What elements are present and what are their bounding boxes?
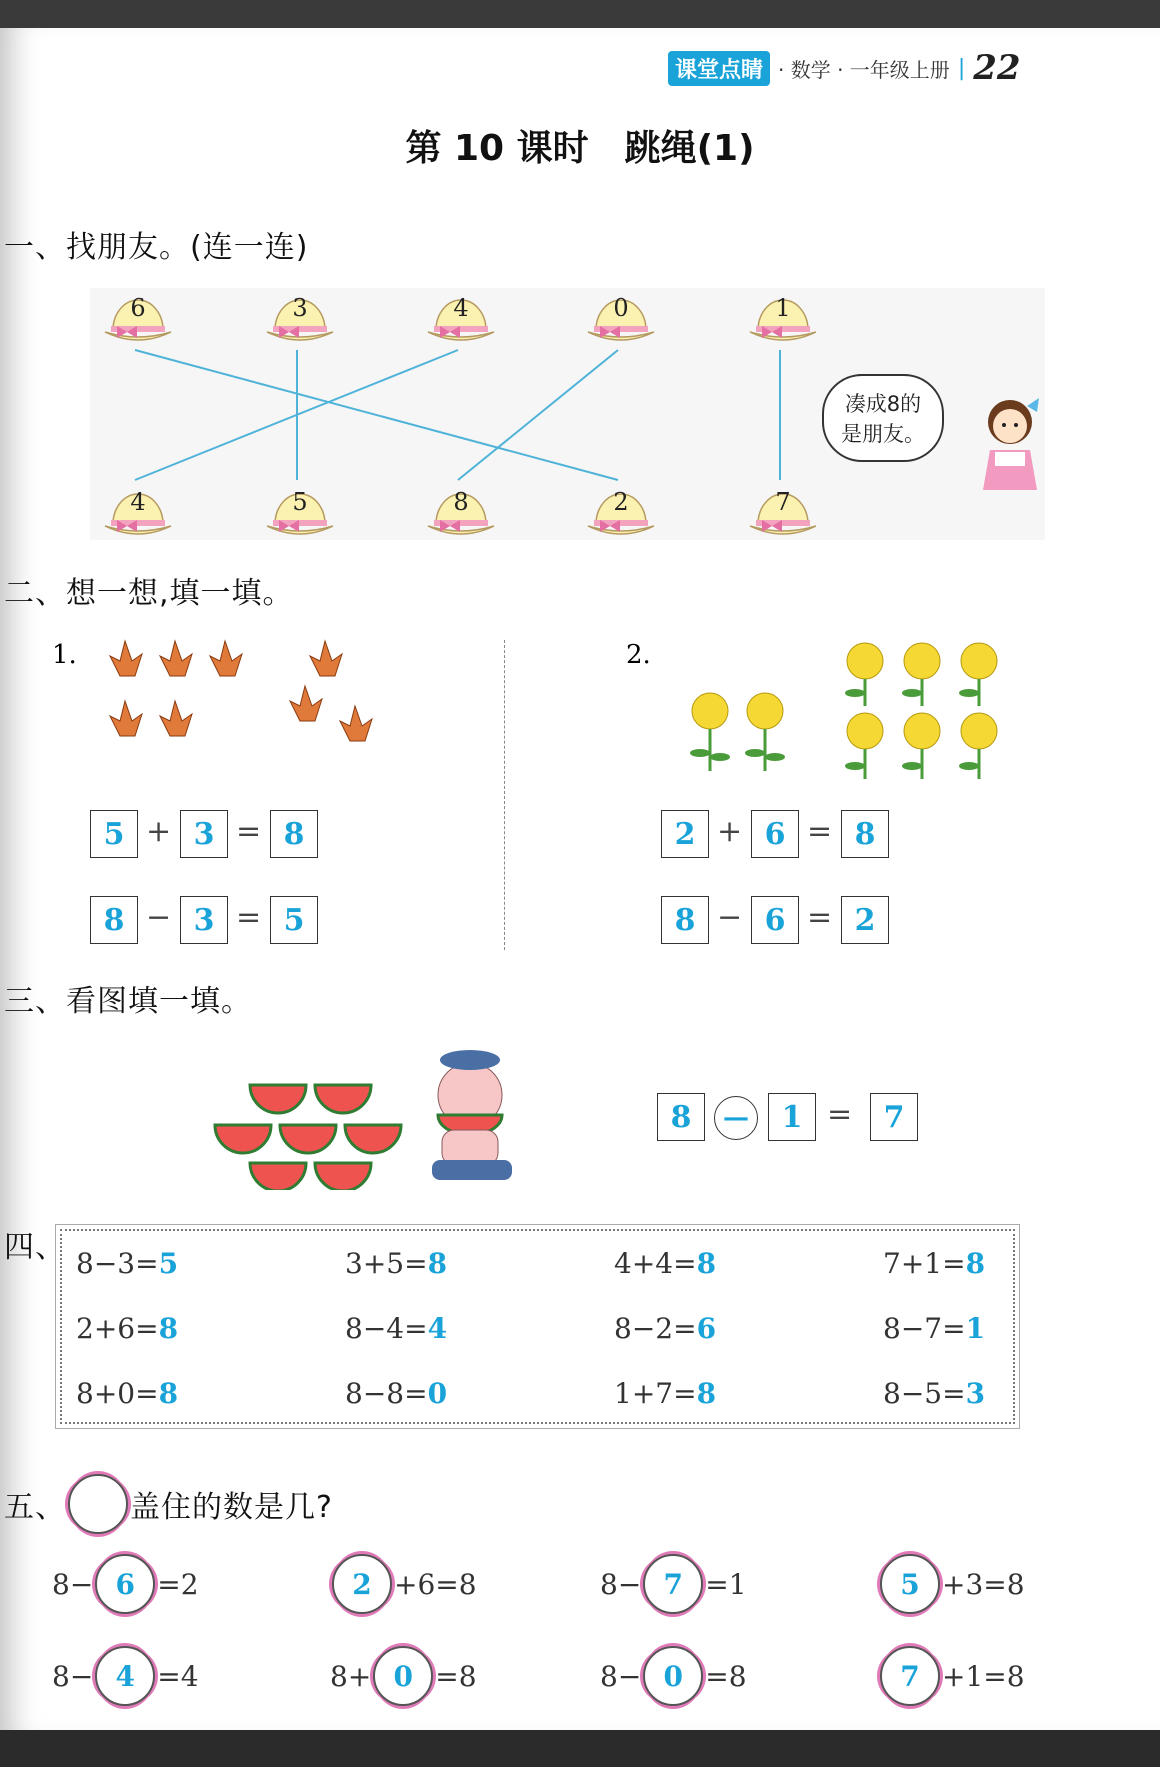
calc-item xyxy=(614,1247,716,1280)
hat-label: 3 xyxy=(292,294,308,322)
equals-sign: = xyxy=(236,814,262,849)
match-line-6-2 xyxy=(135,350,618,480)
calc-item xyxy=(614,1377,716,1410)
expr-suffix: +1=8 xyxy=(942,1659,1025,1693)
expr-suffix: =8 xyxy=(705,1659,747,1693)
calc-question: 4+4= xyxy=(614,1247,697,1280)
section1-title: 一、找朋友。(连一连) xyxy=(4,230,309,265)
flower-answer[interactable]: 7 xyxy=(880,1646,940,1706)
hat-label: 2 xyxy=(613,488,629,516)
expr-prefix: 8+ xyxy=(330,1659,372,1693)
hat-label: 5 xyxy=(292,488,308,516)
calc-item xyxy=(345,1377,447,1410)
calc-answer[interactable]: 0 xyxy=(427,1377,448,1410)
header-divider: | xyxy=(957,55,966,81)
operator: − xyxy=(146,900,172,935)
flower-answer[interactable]: 0 xyxy=(643,1646,703,1706)
expr-suffix: =2 xyxy=(157,1567,199,1601)
operator: + xyxy=(146,814,172,849)
calc-item xyxy=(76,1312,178,1345)
flower-icon xyxy=(68,1474,128,1534)
operator: + xyxy=(717,814,743,849)
calc-answer[interactable]: 8 xyxy=(158,1312,179,1345)
calc-answer[interactable]: 8 xyxy=(696,1377,717,1410)
answer-box[interactable]: 3 xyxy=(180,810,228,858)
hat-number[interactable] xyxy=(426,484,496,540)
answer-box[interactable]: 3 xyxy=(180,896,228,944)
flower-answer[interactable]: 2 xyxy=(332,1554,392,1614)
hat-number[interactable] xyxy=(265,290,335,346)
calc-answer[interactable]: 8 xyxy=(696,1247,717,1280)
calc-question: 8−8= xyxy=(345,1377,428,1410)
answer-box[interactable]: 2 xyxy=(661,810,709,858)
calc-question: 7+1= xyxy=(883,1247,966,1280)
answer-box[interactable]: 8 xyxy=(841,810,889,858)
answer-box[interactable]: 7 xyxy=(870,1093,918,1141)
hat-label: 1 xyxy=(775,294,791,322)
section5-title xyxy=(4,1474,333,1534)
watermelon-pig-illustration xyxy=(210,1045,550,1190)
covered-number-item xyxy=(600,1646,747,1706)
calc-question: 1+7= xyxy=(614,1377,697,1410)
calc-answer[interactable]: 5 xyxy=(158,1247,179,1280)
calc-question: 2+6= xyxy=(76,1312,159,1345)
calc-item xyxy=(883,1312,985,1345)
calc-question: 8−2= xyxy=(614,1312,697,1345)
calc-question: 8+0= xyxy=(76,1377,159,1410)
hat-number[interactable] xyxy=(426,290,496,346)
covered-number-item xyxy=(600,1554,747,1614)
calc-answer[interactable]: 6 xyxy=(696,1312,717,1345)
expr-suffix: =1 xyxy=(705,1567,747,1601)
section2-title: 二、想一想,填一填。 xyxy=(4,576,294,611)
hat-number[interactable] xyxy=(265,484,335,540)
hat-label: 6 xyxy=(130,294,146,322)
answer-box[interactable]: 1 xyxy=(768,1093,816,1141)
expr-prefix: 8− xyxy=(600,1659,642,1693)
answer-box[interactable]: 5 xyxy=(270,896,318,944)
calc-question: 8−5= xyxy=(883,1377,966,1410)
expr-suffix: =8 xyxy=(435,1659,477,1693)
divider xyxy=(504,640,505,950)
answer-box[interactable]: 8 xyxy=(270,810,318,858)
expr-prefix: 8− xyxy=(52,1567,94,1601)
speech-bubble xyxy=(822,374,944,462)
calc-item xyxy=(883,1247,985,1280)
girl-illustration xyxy=(975,392,1045,497)
section5-suffix: 盖住的数是几? xyxy=(130,1490,333,1525)
hat-number[interactable] xyxy=(103,290,173,346)
operator-circle[interactable]: — xyxy=(714,1096,758,1140)
calc-question: 3+5= xyxy=(345,1247,428,1280)
section5-prefix: 五、 xyxy=(4,1490,66,1525)
chrysanthemum-illustration xyxy=(665,636,1020,781)
calc-question: 8−4= xyxy=(345,1312,428,1345)
answer-box[interactable]: 5 xyxy=(90,810,138,858)
header-subject: · 数学 · 一年级上册 xyxy=(778,57,950,82)
calc-answer[interactable]: 8 xyxy=(427,1247,448,1280)
covered-number-item xyxy=(878,1646,1025,1706)
equals-sign: = xyxy=(236,900,262,935)
problem1-label: 1. xyxy=(52,640,77,670)
calc-answer[interactable]: 8 xyxy=(158,1377,179,1410)
maple-leaves-illustration xyxy=(90,636,390,756)
hat-label: 4 xyxy=(130,488,146,516)
answer-box[interactable]: 8 xyxy=(90,896,138,944)
hat-label: 0 xyxy=(613,294,629,322)
calc-answer[interactable]: 8 xyxy=(965,1247,986,1280)
hat-number[interactable] xyxy=(586,484,656,540)
hat-label: 4 xyxy=(453,294,469,322)
calc-answer[interactable]: 4 xyxy=(427,1312,448,1345)
calc-item xyxy=(883,1377,985,1410)
calc-answer[interactable]: 3 xyxy=(965,1377,986,1410)
hat-label: 7 xyxy=(775,488,791,516)
calc-box xyxy=(60,1229,1015,1424)
covered-number-item xyxy=(52,1646,199,1706)
flower-answer[interactable]: 0 xyxy=(373,1646,433,1706)
calc-item xyxy=(345,1312,447,1345)
covered-number-item xyxy=(52,1554,199,1614)
answer-box[interactable]: 2 xyxy=(841,896,889,944)
section4-title: 四、 xyxy=(4,1230,66,1265)
flower-answer[interactable]: 5 xyxy=(880,1554,940,1614)
answer-box[interactable]: 6 xyxy=(751,896,799,944)
section3-title: 三、看图填一填。 xyxy=(4,984,252,1019)
lesson-title: 第 10 课时 跳绳(1) xyxy=(405,128,755,169)
expr-prefix: 8− xyxy=(52,1659,94,1693)
answer-box[interactable]: 8 xyxy=(661,896,709,944)
calc-question: 8−7= xyxy=(883,1312,966,1345)
hat-number[interactable] xyxy=(103,484,173,540)
expr-suffix: =4 xyxy=(157,1659,199,1693)
equals-sign: = xyxy=(827,1097,853,1132)
covered-number-item xyxy=(330,1554,477,1614)
match-line-0-8 xyxy=(458,350,618,480)
hat-number[interactable] xyxy=(586,290,656,346)
hat-number[interactable] xyxy=(748,484,818,540)
answer-box[interactable]: 6 xyxy=(751,810,799,858)
bubble-line-1: 凑成8的 xyxy=(844,392,922,416)
calc-item xyxy=(614,1312,716,1345)
hat-label: 8 xyxy=(453,488,469,516)
calc-question: 8−3= xyxy=(76,1247,159,1280)
flower-answer[interactable]: 4 xyxy=(95,1646,155,1706)
operator: − xyxy=(717,900,743,935)
covered-number-item xyxy=(330,1646,477,1706)
expr-prefix: 8− xyxy=(600,1567,642,1601)
expr-suffix: +3=8 xyxy=(942,1567,1025,1601)
hat-number[interactable] xyxy=(748,290,818,346)
covered-number-item xyxy=(878,1554,1025,1614)
calc-item xyxy=(76,1247,178,1280)
flower-answer[interactable]: 7 xyxy=(643,1554,703,1614)
calc-item xyxy=(76,1377,178,1410)
equals-sign: = xyxy=(807,814,833,849)
expr-suffix: +6=8 xyxy=(394,1567,477,1601)
calc-item xyxy=(345,1247,447,1280)
problem2-label: 2. xyxy=(626,640,651,670)
bubble-line-2: 是朋友。 xyxy=(841,422,925,446)
flower-answer[interactable]: 6 xyxy=(95,1554,155,1614)
calc-answer[interactable]: 1 xyxy=(965,1312,986,1345)
header-badge: 课堂点睛 xyxy=(668,51,770,86)
equals-sign: = xyxy=(807,900,833,935)
answer-box[interactable]: 8 xyxy=(657,1093,705,1141)
page-number: 22 xyxy=(973,48,1021,88)
